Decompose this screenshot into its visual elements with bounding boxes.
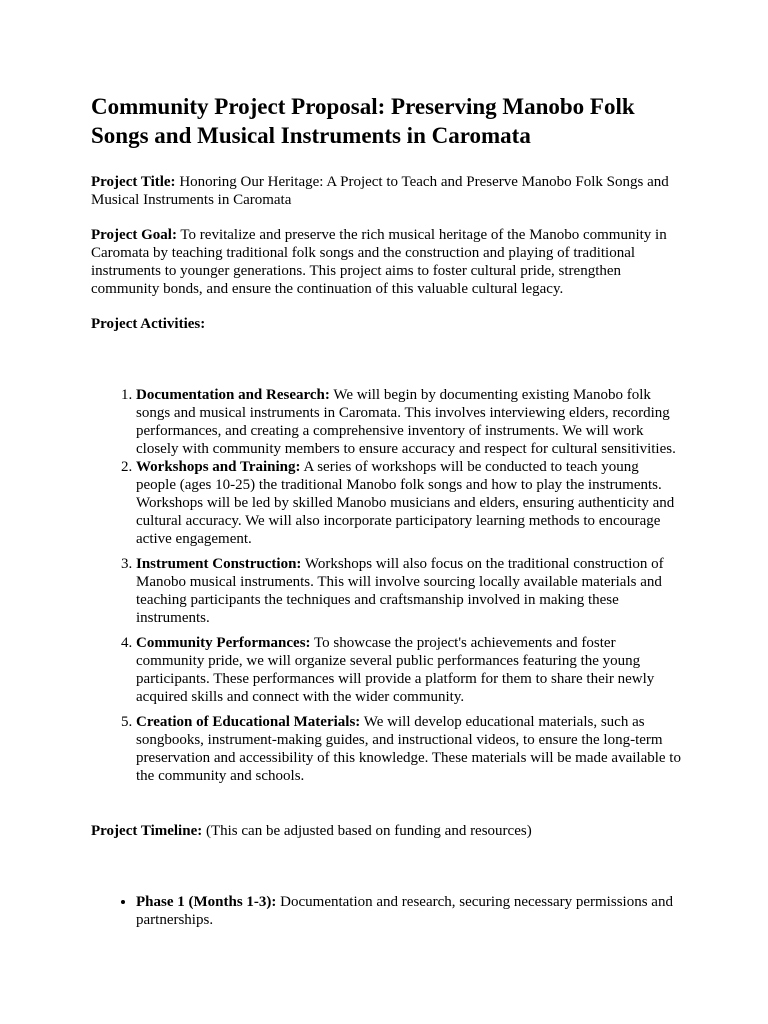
- project-title-label: Project Title:: [91, 174, 176, 190]
- activity-label: Workshops and Training:: [136, 459, 301, 475]
- timeline-text: (This can be adjusted based on funding and resources): [205, 823, 532, 839]
- phase-item: [136, 893, 681, 929]
- activity-text: We will begin by documenting existing Manobo folk songs and musical instruments in Caromata. This involves interviewing elders, recording performances, and creating a comprehensive inventory of instruments. We will work closely with community members to ensure accuracy and respect for cultural sensitivities.: [136, 387, 676, 457]
- phase-text: Documentation and research, securing necessary permissions and partnerships.: [136, 894, 673, 928]
- document-title: Community Project Proposal: Preserving Manobo Folk Songs and Musical Instruments in Caromata: [91, 94, 635, 148]
- activity-text: Workshops will also focus on the traditional construction of Manobo musical instruments. This will involve sourcing locally available materials and teaching participants the techniques and craftsmanship involved in making these instruments.: [136, 556, 664, 626]
- activity-label: Community Performances:: [136, 635, 311, 651]
- activity-text: We will develop educational materials, such as songbooks, instrument-making guides, and instructional videos, to ensure the long-term preservation and accessibility of this knowledge. These materials will be made available to the community and schools.: [136, 714, 681, 784]
- project-title-paragraph: [91, 173, 681, 209]
- activity-text: A series of workshops will be conducted to teach young people (ages 10-25) the traditional Manobo folk songs and how to play the instruments. Workshops will be led by skilled Manobo musicians and elders, ensuring authenticity and cultural accuracy. We will also incorporate participatory learning methods to encourage active engagement.: [136, 459, 675, 547]
- timeline-label: Project Timeline:: [91, 823, 203, 839]
- activity-item: [136, 713, 681, 785]
- activity-label: Documentation and Research:: [136, 387, 330, 403]
- activity-label: Creation of Educational Materials:: [136, 714, 361, 730]
- activity-item: [136, 555, 681, 627]
- phase-label: Phase 1 (Months 1-3):: [136, 894, 277, 910]
- activity-item: [136, 458, 681, 548]
- project-goal-paragraph: [91, 226, 681, 298]
- activity-item: [136, 386, 681, 458]
- activity-item: [136, 634, 681, 706]
- document-page: [91, 92, 681, 929]
- activity-text: To showcase the project's achievements and foster community pride, we will organize several public performances featuring the young participants. These performances will provide a platform for them to share their newly acquired skills and connect with the wider community.: [136, 635, 655, 705]
- activities-heading: Project Activities:: [91, 316, 206, 332]
- phases-list: [91, 893, 681, 929]
- activity-label: Instrument Construction:: [136, 556, 302, 572]
- project-goal-label: Project Goal:: [91, 227, 177, 243]
- project-title-text: Honoring Our Heritage: A Project to Teach and Preserve Manobo Folk Songs and Musical Instruments in Caromata: [91, 174, 669, 208]
- project-goal-text: To revitalize and preserve the rich musical heritage of the Manobo community in Caromata by teaching traditional folk songs and the construction and playing of traditional instruments to younger generations. This project aims to foster cultural pride, strengthen community bonds, and ensure the continuation of this valuable cultural legacy.: [91, 227, 667, 297]
- activities-list: [91, 386, 681, 785]
- timeline-paragraph: [91, 822, 681, 840]
